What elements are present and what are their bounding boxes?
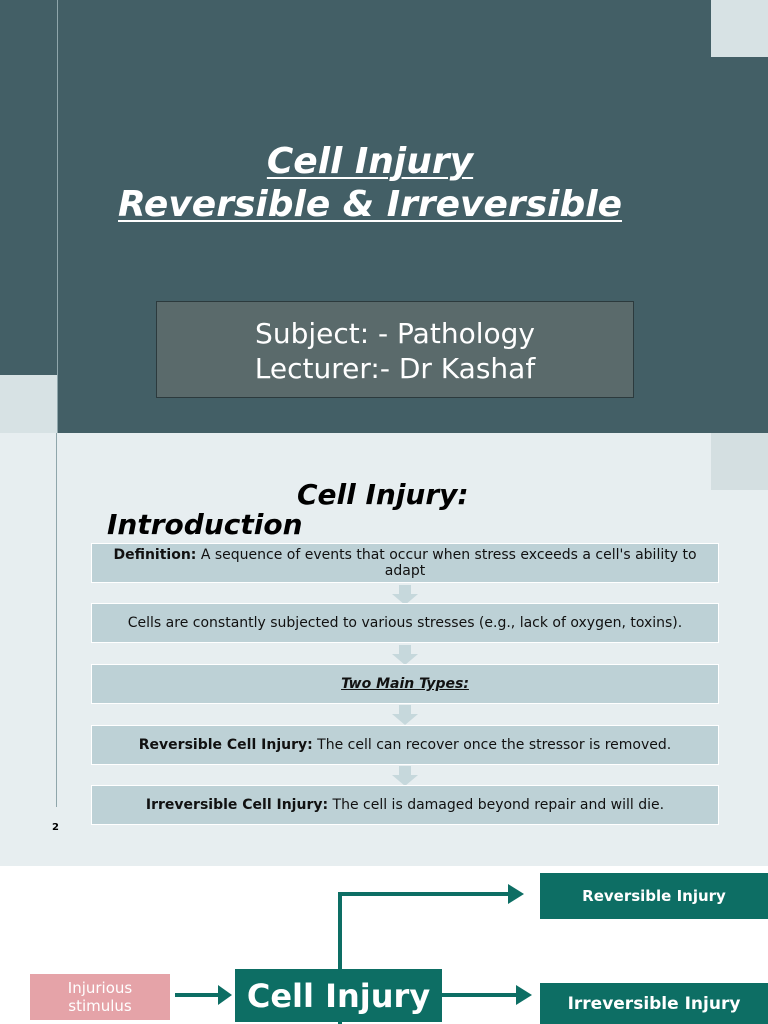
step-label: Reversible Cell Injury:: [138, 737, 313, 753]
introduction-slide: [0, 433, 768, 866]
slide-title: [80, 140, 660, 226]
irreversible-injury-box: [540, 983, 768, 1024]
step-label: Irreversible Cell Injury:: [145, 797, 329, 813]
lecturer-text: Lecturer:- Dr Kashaf: [254, 352, 536, 385]
down-arrow-icon: [392, 645, 418, 665]
cell-injury-box: [235, 969, 442, 1022]
cell-injury-label: Cell Injury: [246, 976, 431, 1015]
flow-step-stresses: [91, 603, 719, 643]
vertical-divider: [56, 433, 57, 807]
flow-step-irreversible: [91, 785, 719, 825]
stimulus-label: Injurious stimulus: [67, 979, 133, 1015]
down-arrow-icon: [392, 705, 418, 725]
diagram-slide: [0, 866, 768, 1024]
step-text: The cell is damaged beyond repair and will die.: [328, 797, 665, 813]
flow-step-definition: [91, 543, 719, 583]
step-label: Two Main Types:: [341, 676, 469, 692]
irreversible-label: Irreversible Injury: [567, 993, 741, 1014]
slide-heading-line-2: Introduction: [107, 508, 303, 541]
left-accent-strip: [0, 0, 58, 433]
flow-step-reversible: [91, 725, 719, 765]
title-slide: [0, 0, 768, 433]
reversible-label: Reversible Injury: [582, 887, 726, 905]
reversible-injury-box: [540, 873, 768, 919]
down-arrow-icon: [392, 585, 418, 605]
title-line-2: Reversible & Irreversible: [118, 184, 622, 225]
arrow-head-icon: [508, 884, 524, 904]
step-text: The cell can recover once the stressor is removed.: [312, 737, 672, 753]
corner-accent-square: [711, 0, 768, 57]
down-arrow-icon: [392, 766, 418, 786]
title-line-1: Cell Injury: [266, 141, 474, 182]
step-text: A sequence of events that occur when stress exceeds a cell's ability to adapt: [196, 547, 697, 579]
page-number: 2: [52, 822, 59, 833]
step-text: Cells are constantly subjected to various stresses (e.g., lack of oxygen, toxins).: [127, 615, 683, 631]
arrow-head-icon: [516, 985, 532, 1005]
subject-text: Subject: - Pathology: [255, 317, 535, 350]
subject-lecturer-box: [156, 301, 634, 398]
step-label: Definition:: [113, 547, 197, 563]
lower-accent-square: [0, 375, 57, 433]
slide-heading-line-1: Cell Injury:: [297, 478, 469, 511]
flow-step-types: [91, 664, 719, 704]
arrow-head-icon: [218, 985, 232, 1005]
injurious-stimulus-box: [30, 974, 170, 1020]
corner-accent-square: [711, 433, 768, 490]
